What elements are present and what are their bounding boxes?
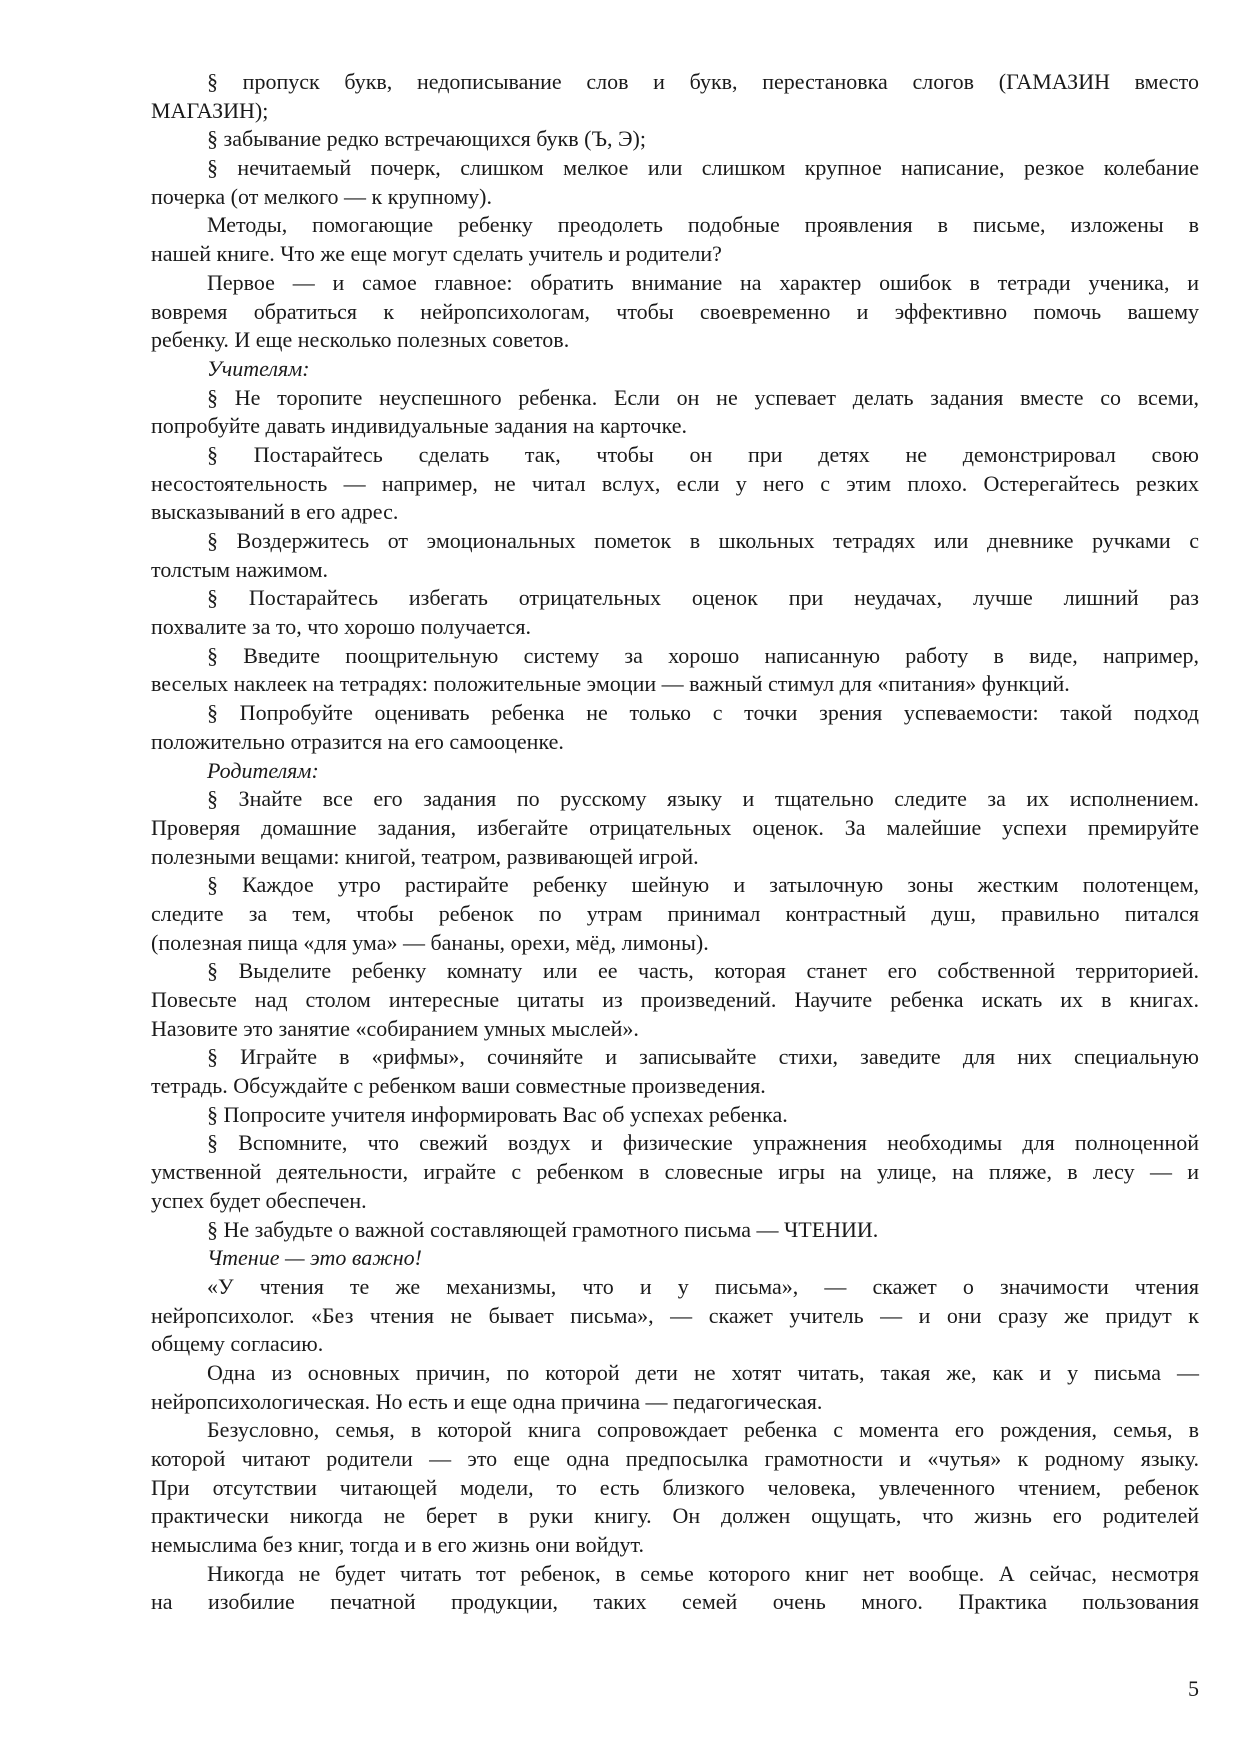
text-line: толстым нажимом. xyxy=(151,556,329,582)
text-line: § Постарайтесь сделать так, чтобы он при детях не демонстрировал свою xyxy=(207,441,1199,467)
section-heading xyxy=(151,757,1199,786)
text-line: Безусловно, семья, в которой книга сопровождает ребенка с момента его рождения, семья, в xyxy=(207,1417,1199,1443)
text-line: Родителям: xyxy=(207,757,319,783)
paragraph xyxy=(151,211,1199,268)
bullet-item xyxy=(151,1129,1199,1215)
text-line: почерка (от мелкого — к крупному). xyxy=(151,183,492,209)
text-line: § Введите поощрительную систему за хорошо написанную работу в виде, например, xyxy=(207,642,1199,668)
bullet-item xyxy=(151,68,1199,125)
text-line: общему согласию. xyxy=(151,1331,324,1357)
text-line: § Воздержитесь от эмоциональных пометок в школьных тетрадях или дневнике ручками с xyxy=(207,528,1199,553)
text-line: § Знайте все его задания по русскому языку и тщательно следите за их исполнением. xyxy=(207,786,1199,812)
text-line: Первое — и самое главное: обратить внимание на характер ошибок в тетради ученика, и xyxy=(207,269,1199,295)
text-line: МАГАЗИН); xyxy=(151,97,269,123)
text-line: на изобилие печатной продукции, таких семей очень много. Практика пользования xyxy=(151,1589,1199,1615)
bullet-item xyxy=(151,384,1199,441)
text-line: нашей книге. Что же еще могут сделать учитель и родители? xyxy=(151,241,722,267)
text-line: § Каждое утро растирайте ребенку шейную и затылочную зоны жестким полотенцем, xyxy=(207,872,1199,898)
text-line: Учителям: xyxy=(207,355,310,381)
text-line: практически никогда не берет в руки книгу. Он должен ощущать, что жизнь его родителей xyxy=(151,1503,1199,1529)
text-line: При отсутствии читающей модели, то есть близкого человека, увлеченного чтением, ребенок xyxy=(151,1474,1199,1500)
text-line: § Попросите учителя информировать Вас об успехах ребенка. xyxy=(207,1101,788,1127)
bullet-item xyxy=(151,785,1199,871)
text-line: успех будет обеспечен. xyxy=(151,1187,367,1213)
paragraph xyxy=(151,1273,1199,1359)
text-line: § забывание редко встречающихся букв (Ъ, Э); xyxy=(207,126,646,152)
bullet-item xyxy=(151,699,1199,756)
bullet-item xyxy=(151,125,1199,154)
bullet-item xyxy=(151,957,1199,1043)
bullet-item xyxy=(151,642,1199,699)
bullet-item xyxy=(151,527,1199,584)
bullet-item xyxy=(151,584,1199,641)
text-line: Никогда не будет читать тот ребенок, в семье которого книг нет вообще. А сейчас, несмотря xyxy=(207,1560,1199,1586)
text-line: Назовите это занятие «собиранием умных мыслей». xyxy=(151,1015,639,1041)
text-line: § Не забудьте о важной составляющей грамотного письма — ЧТЕНИИ. xyxy=(207,1216,879,1242)
text-line: положительно отразится на его самооценке. xyxy=(151,728,564,754)
section-heading xyxy=(151,1244,1199,1273)
text-line: умственной деятельности, играйте с ребенком в словесные игры на улице, на пляже, в лесу — и xyxy=(151,1159,1199,1185)
section-heading xyxy=(151,355,1199,384)
bullet-item xyxy=(151,1216,1199,1245)
text-line: похвалите за то, что хорошо получается. xyxy=(151,614,532,640)
text-line: полезными вещами: книгой, театром, развивающей игрой. xyxy=(151,843,699,869)
text-line: ребенку. И еще несколько полезных советов. xyxy=(151,327,570,353)
page-number: 5 xyxy=(1188,1676,1199,1701)
text-line: (полезная пища «для ума» — бананы, орехи, мёд, лимоны). xyxy=(151,929,709,955)
text-line: немыслима без книг, тогда и в его жизнь они войдут. xyxy=(151,1532,644,1558)
text-line: Повесьте над столом интересные цитаты из произведений. Научите ребенка искать их в книгах. xyxy=(151,987,1199,1012)
text-line: высказываний в его адрес. xyxy=(151,499,399,525)
text-line: нейропсихолог. «Без чтения не бывает письма», — скажет учитель — и они сразу же придут к xyxy=(151,1302,1199,1328)
text-line: «У чтения те же механизмы, что и у письма», — скажет о значимости чтения xyxy=(207,1273,1199,1299)
text-line: веселых наклеек на тетрадях: положительные эмоции — важный стимул для «питания» функций. xyxy=(151,671,1070,697)
text-line: Одна из основных причин, по которой дети не хотят читать, такая же, как и у письма — xyxy=(207,1359,1199,1385)
bullet-item xyxy=(151,871,1199,957)
text-line: тетрадь. Обсуждайте с ребенком ваши совместные произведения. xyxy=(151,1073,766,1099)
bullet-item xyxy=(151,1043,1199,1100)
bullet-item xyxy=(151,154,1199,211)
text-line: несостоятельность — например, не читал вслух, если у него с этим плохо. Остерегайтесь резких xyxy=(151,470,1199,496)
text-line: Методы, помогающие ребенку преодолеть подобные проявления в письме, изложены в xyxy=(207,212,1199,238)
text-line: нейропсихологическая. Но есть и еще одна причина — педагогическая. xyxy=(151,1388,823,1414)
text-line: § Играйте в «рифмы», сочиняйте и записывайте стихи, заведите для них специальную xyxy=(207,1044,1199,1070)
text-line: § пропуск букв, недописывание слов и букв, перестановка слогов (ГАМАЗИН вместо xyxy=(207,69,1199,94)
bullet-item xyxy=(151,441,1199,527)
paragraph xyxy=(151,1359,1199,1416)
paragraph xyxy=(151,1416,1199,1559)
text-line: вовремя обратиться к нейропсихологам, чтобы своевременно и эффективно помочь вашему xyxy=(151,298,1199,324)
text-line: § Постарайтесь избегать отрицательных оценок при неудачах, лучше лишний раз xyxy=(207,585,1199,611)
document-body xyxy=(151,68,1199,1617)
text-line: Проверяя домашние задания, избегайте отрицательных оценок. За малейшие успехи премируйте xyxy=(151,814,1199,840)
text-line: которой читают родители — это еще одна предпосылка грамотности и «чутья» к родному языку. xyxy=(151,1446,1199,1471)
text-line: Чтение — это важно! xyxy=(207,1245,422,1271)
text-line: § Вспомните, что свежий воздух и физические упражнения необходимы для полноценной xyxy=(207,1130,1199,1156)
text-line: следите за тем, чтобы ребенок по утрам принимал контрастный душ, правильно питался xyxy=(151,900,1199,926)
text-line: § Выделите ребенку комнату или ее часть, которая станет его собственной территорией. xyxy=(207,958,1199,984)
text-line: § Попробуйте оценивать ребенка не только с точки зрения успеваемости: такой подход xyxy=(207,700,1199,726)
text-line: попробуйте давать индивидуальные задания на карточке. xyxy=(151,413,687,439)
text-line: § нечитаемый почерк, слишком мелкое или слишком крупное написание, резкое колебание xyxy=(207,155,1199,181)
paragraph xyxy=(151,1560,1199,1617)
bullet-item xyxy=(151,1101,1199,1130)
text-line: § Не торопите неуспешного ребенка. Если он не успевает делать задания вместе со всеми, xyxy=(207,384,1199,410)
paragraph xyxy=(151,269,1199,355)
